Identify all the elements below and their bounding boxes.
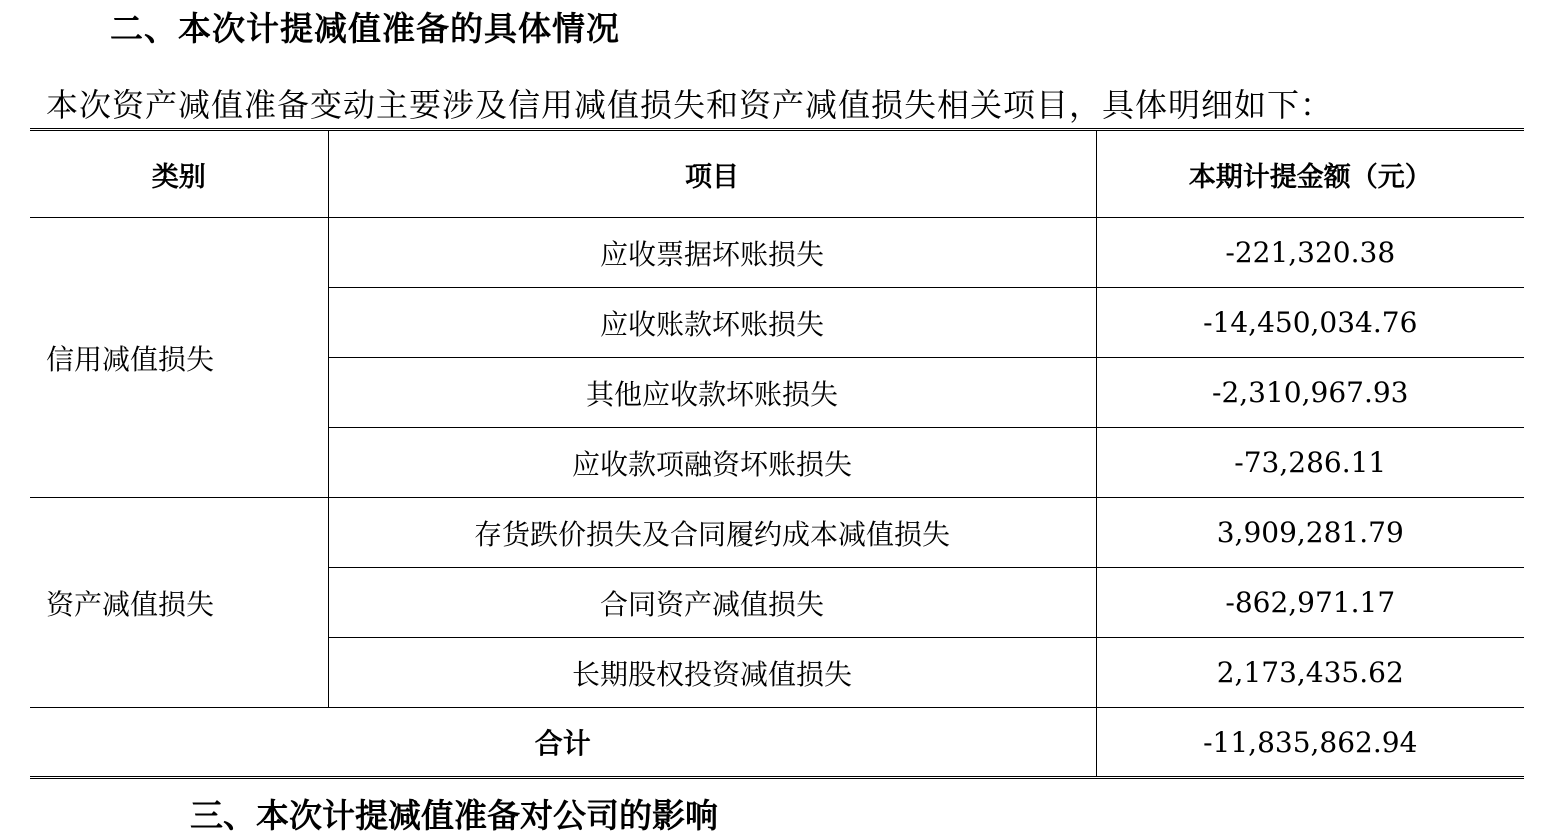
amount-cell: -221,320.38 [1096, 218, 1524, 288]
item-cell: 存货跌价损失及合同履约成本减值损失 [328, 498, 1096, 568]
section-title: 二、本次计提减值准备的具体情况 [110, 9, 620, 48]
item-cell: 合同资产减值损失 [328, 568, 1096, 638]
item-cell: 应收票据坏账损失 [328, 218, 1096, 288]
item-cell: 其他应收款坏账损失 [328, 358, 1096, 428]
total-amount: -11,835,862.94 [1096, 708, 1524, 778]
table-header-row [30, 130, 1524, 218]
amount-cell: -73,286.11 [1096, 428, 1524, 498]
category-cell: 资产减值损失 [30, 498, 328, 708]
header-category: 类别 [30, 130, 328, 218]
amount-cell: -862,971.17 [1096, 568, 1524, 638]
item-cell: 长期股权投资减值损失 [328, 638, 1096, 708]
next-section-heading: 三、本次计提减值准备对公司的影响 [190, 796, 718, 835]
table-row [30, 218, 1524, 288]
amount-cell: -14,450,034.76 [1096, 288, 1524, 358]
total-label: 合计 [30, 708, 1096, 778]
category-cell: 信用减值损失 [30, 218, 328, 498]
item-cell: 应收款项融资坏账损失 [328, 428, 1096, 498]
total-row [30, 708, 1524, 778]
header-amount: 本期计提金额（元） [1096, 130, 1524, 218]
impairment-table-container [30, 128, 1524, 779]
header-item: 项目 [328, 130, 1096, 218]
amount-cell: -2,310,967.93 [1096, 358, 1524, 428]
item-cell: 应收账款坏账损失 [328, 288, 1096, 358]
impairment-table [30, 128, 1524, 779]
table-row [30, 498, 1524, 568]
intro-paragraph: 本次资产减值准备变动主要涉及信用减值损失和资产减值损失相关项目，具体明细如下： [46, 86, 1334, 124]
amount-cell: 3,909,281.79 [1096, 498, 1524, 568]
amount-cell: 2,173,435.62 [1096, 638, 1524, 708]
